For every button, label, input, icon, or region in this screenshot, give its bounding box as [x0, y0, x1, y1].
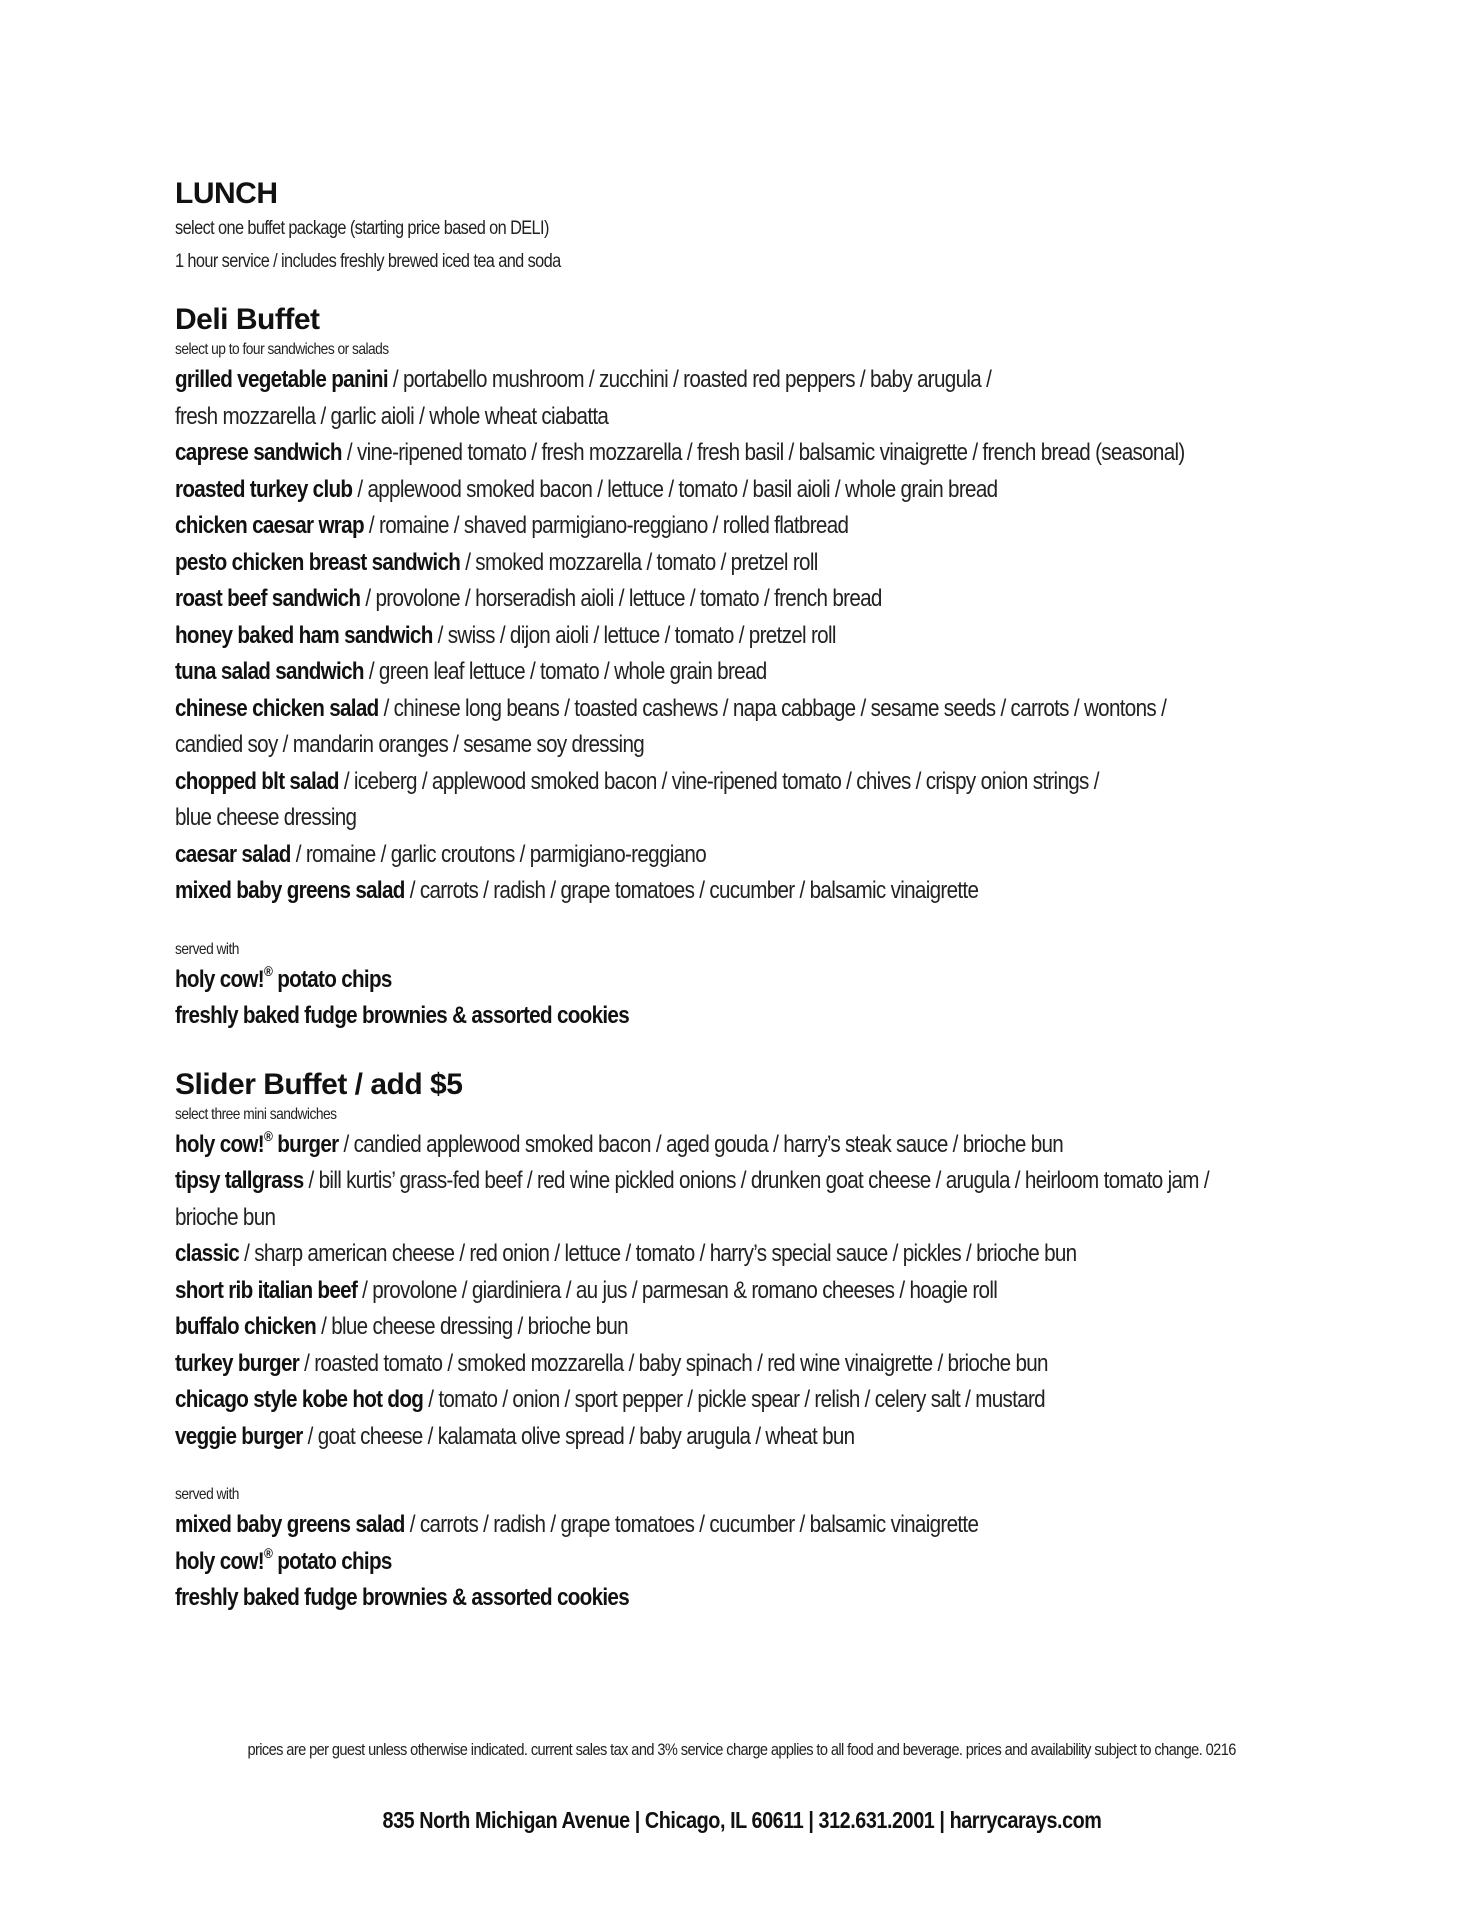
menu-content [175, 176, 1345, 1617]
deli-item-desc: / carrots / radish / grape tomatoes / cucumber / balsamic vinaigrette [404, 877, 979, 904]
footer-address [0, 1807, 1484, 1834]
registered-mark: ® [263, 962, 273, 979]
lunch-subtitle-2: 1 hour service / includes freshly brewed iced tea and soda [175, 251, 561, 272]
deli-item-name: pesto chicken breast sandwich [175, 548, 461, 576]
deli-item-name: tuna salad sandwich [175, 658, 364, 685]
slider-item-name: tipsy tallgrass [175, 1167, 304, 1194]
slider-served-chips [175, 1544, 1345, 1581]
deli-item-desc: / provolone / horseradish aioli / lettuce / tomato / french bread [360, 585, 882, 612]
list-item [175, 764, 1345, 837]
slider-buffet-section [175, 1067, 1345, 1617]
deli-item-desc-continued: fresh mozzarella / garlic aioli / whole wheat ciabatta [175, 402, 609, 430]
list-item [175, 1382, 1345, 1419]
deli-item-desc: / smoked mozzarella / tomato / pretzel roll [460, 548, 818, 576]
list-item [175, 362, 1345, 435]
list-item [175, 1419, 1345, 1456]
slider-item-name: holy cow! [175, 1130, 264, 1158]
slider-item-list [175, 1127, 1345, 1456]
list-item [175, 654, 1345, 691]
lunch-header [175, 176, 1345, 278]
slider-item-desc: / tomato / onion / sport pepper / pickle spear / relish / celery salt / mustard [423, 1386, 1045, 1413]
deli-item-name: caesar salad [175, 840, 291, 868]
list-item [175, 472, 1345, 509]
list-item [175, 873, 1345, 910]
lunch-title: LUNCH [175, 177, 278, 210]
slider-salad-desc: / carrots / radish / grape tomatoes / cucumber / balsamic vinaigrette [404, 1511, 979, 1538]
deli-item-name: mixed baby greens salad [175, 877, 405, 904]
deli-dessert-name: freshly baked fudge brownies & assorted cookies [175, 1002, 629, 1029]
deli-item-name: honey baked ham sandwich [175, 621, 433, 649]
list-item [175, 1309, 1345, 1346]
deli-served-dessert [175, 998, 1345, 1035]
slider-item-desc-continued: brioche bun [175, 1203, 276, 1231]
deli-item-desc-continued: blue cheese dressing [175, 804, 357, 831]
slider-served-with-label: served with [175, 1486, 239, 1503]
deli-served-with-label: served with [175, 940, 239, 958]
slider-item-desc: / blue cheese dressing / brioche bun [316, 1313, 628, 1340]
deli-buffet-section [175, 302, 1345, 1035]
footer-disclaimer-text: prices are per guest unless otherwise indicated. current sales tax and 3% service charge applies to all food and beverage. prices and availability subject to change. 0216 [247, 1740, 1237, 1759]
list-item [175, 1236, 1345, 1273]
deli-item-name: chopped blt salad [175, 767, 339, 795]
list-item [175, 435, 1345, 472]
slider-item-name: short rib italian beef [175, 1276, 358, 1304]
slider-served-dessert [175, 1580, 1345, 1617]
slider-item-name: turkey burger [175, 1349, 300, 1377]
slider-salad-name: mixed baby greens salad [175, 1511, 405, 1538]
slider-item-desc: / roasted tomato / smoked mozzarella / baby spinach / red wine vinaigrette / brioche bun [299, 1349, 1048, 1377]
deli-item-desc: / romaine / shaved parmigiano-reggiano / rolled flatbread [363, 512, 849, 539]
deli-item-list [175, 362, 1345, 910]
list-item [175, 1163, 1345, 1236]
list-item [175, 1346, 1345, 1383]
slider-item-name-rest: burger [272, 1130, 339, 1158]
deli-item-desc: / romaine / garlic croutons / parmigiano-reggiano [290, 840, 707, 868]
deli-item-name: grilled vegetable panini [175, 366, 388, 393]
deli-item-desc: / green leaf lettuce / tomato / whole grain bread [363, 658, 767, 685]
footer-disclaimer [0, 1740, 1484, 1760]
registered-mark: ® [263, 1127, 273, 1144]
slider-buffet-title: Slider Buffet / add $5 [175, 1067, 463, 1101]
slider-buffet-note: select three mini sandwiches [175, 1105, 337, 1123]
list-item [175, 508, 1345, 545]
registered-mark: ® [263, 1544, 273, 1561]
deli-item-desc: / chinese long beans / toasted cashews / napa cabbage / sesame seeds / carrots / wontons / [378, 694, 1167, 722]
deli-chips-name: holy cow! [175, 965, 264, 993]
list-item [175, 545, 1345, 582]
deli-item-desc: / applewood smoked bacon / lettuce / tomato / basil aioli / whole grain bread [352, 475, 998, 503]
slider-item-desc: / candied applewood smoked bacon / aged gouda / harry’s steak sauce / brioche bun [338, 1130, 1064, 1158]
list-item [175, 1273, 1345, 1310]
list-item [175, 691, 1345, 764]
deli-item-name: chicken caesar wrap [175, 512, 364, 539]
list-item [175, 581, 1345, 618]
list-item [175, 618, 1345, 655]
slider-item-name: classic [175, 1240, 240, 1267]
slider-served-salad [175, 1507, 1345, 1544]
deli-item-name: caprese sandwich [175, 439, 342, 466]
slider-item-desc: / sharp american cheese / red onion / lettuce / tomato / harry’s special sauce / pickles / brioche bun [239, 1240, 1077, 1267]
lunch-subtitle-1: select one buffet package (starting price based on DELI) [175, 218, 549, 239]
deli-served-chips [175, 962, 1345, 999]
slider-item-desc: / provolone / giardiniera / au jus / parmesan & romano cheeses / hoagie roll [357, 1276, 998, 1304]
deli-buffet-note: select up to four sandwiches or salads [175, 341, 389, 358]
slider-dessert-name: freshly baked fudge brownies & assorted cookies [175, 1584, 629, 1611]
deli-item-name: chinese chicken salad [175, 694, 379, 722]
deli-chips-rest: potato chips [272, 965, 392, 993]
deli-item-desc: / vine-ripened tomato / fresh mozzarella / fresh basil / balsamic vinaigrette / french bread (seasonal) [341, 439, 1185, 466]
deli-item-name: roast beef sandwich [175, 585, 361, 612]
deli-item-desc-continued: candied soy / mandarin oranges / sesame soy dressing [175, 731, 645, 758]
slider-chips-rest: potato chips [272, 1547, 392, 1575]
deli-item-desc: / iceberg / applewood smoked bacon / vine-ripened tomato / chives / crispy onion strings / [338, 767, 1099, 795]
slider-item-desc: / bill kurtis’ grass-fed beef / red wine pickled onions / drunken goat cheese / arugula / heirloom tomato jam / [303, 1167, 1209, 1194]
footer-address-text: 835 North Michigan Avenue | Chicago, IL 60611 | 312.631.2001 | harrycarays.com [382, 1807, 1102, 1833]
slider-item-name: veggie burger [175, 1422, 303, 1450]
deli-buffet-title: Deli Buffet [175, 303, 320, 336]
slider-item-name: buffalo chicken [175, 1313, 317, 1340]
slider-item-desc: / goat cheese / kalamata olive spread / baby arugula / wheat bun [302, 1422, 855, 1450]
deli-item-name: roasted turkey club [175, 475, 353, 503]
deli-item-desc: / swiss / dijon aioli / lettuce / tomato / pretzel roll [432, 621, 836, 649]
list-item [175, 1127, 1345, 1164]
slider-chips-name: holy cow! [175, 1547, 264, 1575]
slider-item-name: chicago style kobe hot dog [175, 1386, 424, 1413]
list-item [175, 837, 1345, 874]
deli-item-desc: / portabello mushroom / zucchini / roasted red peppers / baby arugula / [387, 366, 992, 393]
